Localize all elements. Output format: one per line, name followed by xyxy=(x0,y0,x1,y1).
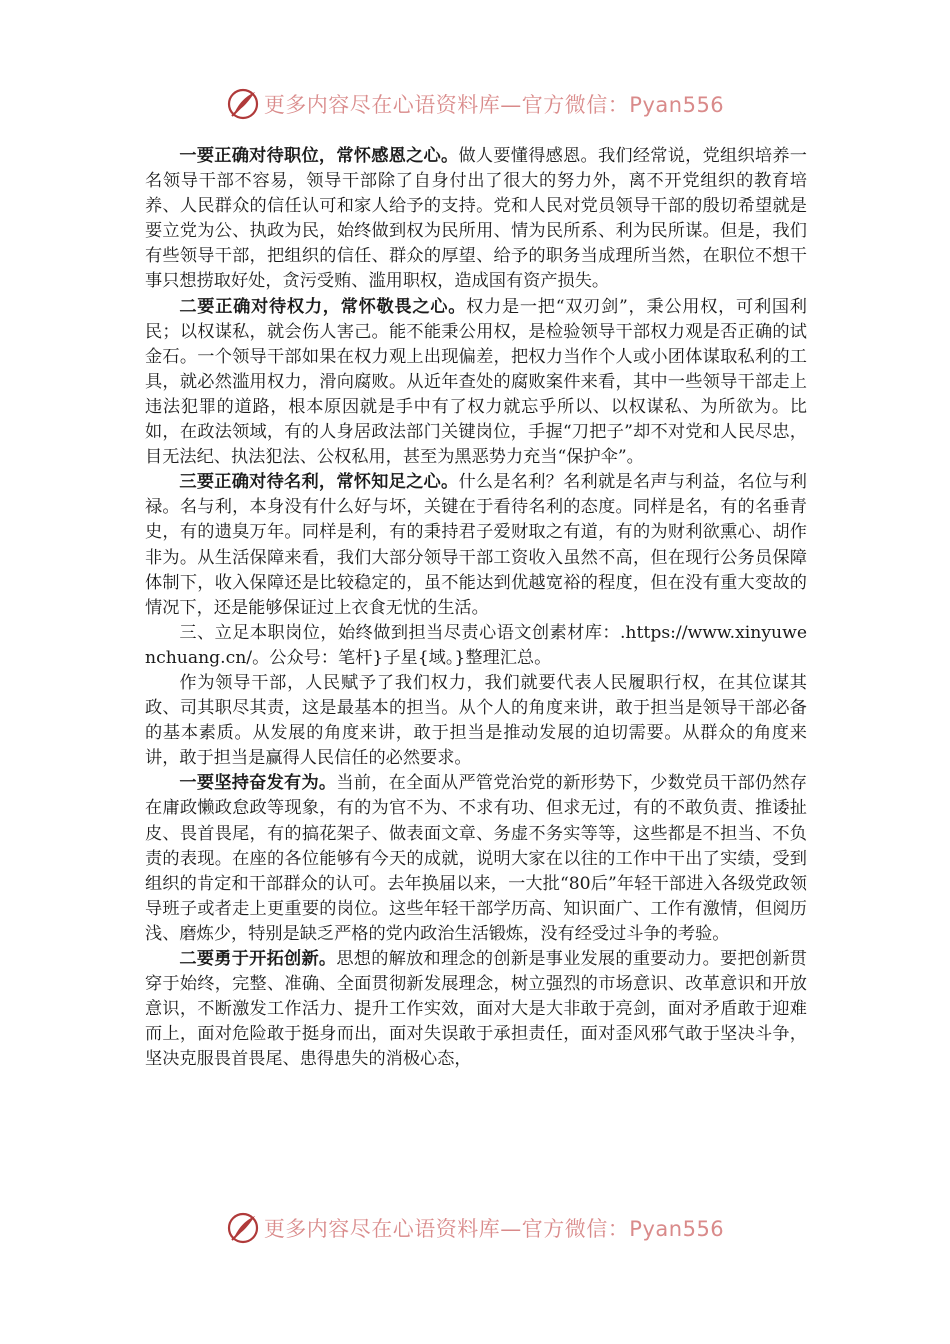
paragraph-text: 思想的解放和理念的创新是事业发展的重要动力。要把创新贯穿于始终，完整、准确、全面贯彻新发展理念，树立强烈的市场意识、改革意识和开放意识，不断激发工作活力、提升工作实效，面对大是大非敢于亮剑，面对矛盾敢于迎难而上，面对危险敢于挺身而出，面对失误敢于承担责任，面对歪风邪气敢于坚决斗争，坚决克服畏首畏尾、患得患失的消极心态， xyxy=(145,949,807,1070)
paragraph-text: 什么是名利？名利就是名声与利益，名位与利禄。名与利，本身没有什么好与坏，关键在于看待名利的态度。同样是名，有的名垂青史，有的遗臭万年。同样是利，有的秉持君子爱财取之有道，有的为财利欲熏心、胡作非为。从生活保障来看，我们大部分领导干部工资收入虽然不高，但在现行公务员保障体制下，收入保障还是比较稳定的，虽不能达到优越宽裕的程度，但在没有重大变故的情况下，还是能够保证过上衣食无忧的生活。 xyxy=(145,472,807,618)
paragraph-text: 作为领导干部，人民赋予了我们权力，我们就要代表人民履职行权，在其位谋其政、司其职尽其责，这是最基本的担当。从个人的角度来讲，敢于担当是领导干部必备的基本素质。从发展的角度来讲，敢于担当是推动发展的迫切需要。从群众的角度来讲，敢于担当是赢得人民信任的必然要求。 xyxy=(145,672,807,769)
paragraph-heading: 一要坚持奋发有为。 xyxy=(179,773,337,794)
paragraph-heading: 三要正确对待名利，常怀知足之心。 xyxy=(179,472,459,493)
paragraph-text: 做人要懂得感恩。我们经常说，党组织培养一名领导干部不容易，领导干部除了自身付出了很大的努力外，离不开党组织的教育培养、人民群众的信任认可和家人给予的支持。党和人民对党员领导干部的殷切希望就是要立党为公、执政为民，始终做到权为民所用、情为民所系、利为民所谋。但是，我们有些领导干部，把组织的信任、群众的厚望、给予的职务当成理所当然，在职位不想干事只想捞取好处，贪污受贿、滥用职权，造成国有资产损失。 xyxy=(145,146,807,292)
document-body xyxy=(145,144,807,1072)
quill-logo-icon xyxy=(226,1211,260,1245)
paragraph-text: 权力是一把“双刃剑”，秉公用权，可利国利民；以权谋私，就会伤人害己。能不能秉公用权，是检验领导干部权力观是否正确的试金石。一个领导干部如果在权力观上出现偏差，把权力当作个人或小团体谋取私利的工具，就必然滥用权力，滑向腐败。从近年查处的腐败案件来看，其中一些领导干部走上违法犯罪的道路，根本原因就是手中有了权力就忘乎所以、以权谋私、为所欲为。比如，在政法领域，有的人身居政法部门关键岗位，手握“刀把子”却不对党和人民尽忠，目无法纪、执法犯法、公权私用，甚至为黑恶势力充当“保护伞”。 xyxy=(145,296,807,468)
paragraph xyxy=(145,470,807,621)
paragraph-heading: 二要勇于开拓创新。 xyxy=(179,949,337,969)
paragraph xyxy=(145,144,807,295)
paragraph-text: 三、立足本职岗位，始终做到担当尽责心语文创素材库：.https://www.xinyuwenchuang.cn/。公众号：笔杆}子星{域。}整理汇总。 xyxy=(145,622,807,668)
banner-text: 更多内容尽在心语资料库—官方微信：Pyan556 xyxy=(263,93,725,117)
footer-banner xyxy=(0,1208,950,1248)
banner-text: 更多内容尽在心语资料库—官方微信：Pyan556 xyxy=(263,1217,725,1241)
paragraph-text: 当前，在全面从严管党治党的新形势下，少数党员干部仍然存在庸政懒政怠政等现象，有的为官不为、不求有功、但求无过，有的不敢负责、推诿扯皮、畏首畏尾，有的搞花架子、做表面文章、务虚不务实等等，这些都是不担当、不负责的表现。在座的各位能够有今天的成就，说明大家在以往的工作中干出了实绩，受到组织的肯定和干部群众的认可。去年换届以来，一大批“80后”年轻干部进入各级党政领导班子或者走上更重要的岗位。这些年轻干部学历高、知识面广、工作有激情，但阅历浅、磨炼少，特别是缺乏严格的党内政治生活锻炼，没有经受过斗争的考验。 xyxy=(145,773,807,944)
section-heading-paragraph xyxy=(145,621,807,671)
paragraph-heading: 二要正确对待权力，常怀敬畏之心。 xyxy=(179,296,467,317)
quill-logo-icon xyxy=(226,87,260,121)
paragraph xyxy=(145,947,807,1072)
paragraph-heading: 一要正确对待职位，常怀感恩之心。 xyxy=(179,146,459,166)
paragraph xyxy=(145,771,807,947)
paragraph xyxy=(145,671,807,771)
header-banner xyxy=(0,84,950,124)
paragraph xyxy=(145,295,807,471)
